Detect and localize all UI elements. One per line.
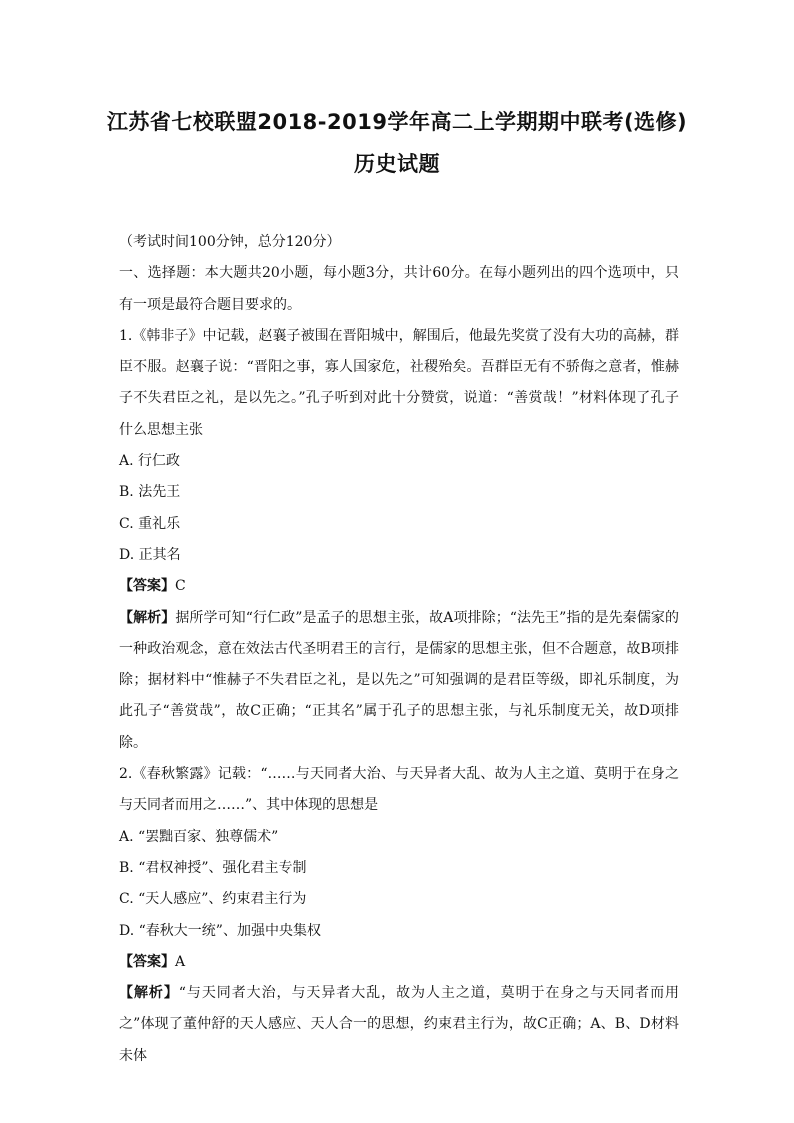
option-a: A. “罢黜百家、独尊儒术” <box>119 828 279 845</box>
analysis-text: “与天同者大治，与天异者大乱，故为人主之道，莫明于在身之与天同者而用之”体现了董仲舒的天人感应、天人合一的思想，约束君主行为，故C正确；A、B、D材料未体 <box>119 985 680 1064</box>
analysis-label: 【解析】 <box>119 985 179 1002</box>
analysis-block <box>119 603 679 759</box>
answer-line <box>119 571 679 602</box>
document-body <box>119 227 679 1072</box>
answer-value: A <box>175 953 186 970</box>
analysis-label: 【解析】 <box>119 609 176 626</box>
option-a: A. 行仁政 <box>119 453 181 470</box>
exam-info: （考试时间100分钟，总分120分） <box>119 234 341 250</box>
document-title: 江苏省七校联盟2018-2019学年高二上学期期中联考(选修) <box>106 110 688 134</box>
answer-value: C <box>175 578 186 595</box>
analysis-block <box>119 978 679 1072</box>
answer-label: 【答案】 <box>119 578 175 595</box>
question-stem: 1.《韩非子》中记载，赵襄子被围在晋阳城中，解围后，他最先奖赏了没有大功的高赫，群臣不服。赵襄子说：“晋阳之事，寡人国家危，社稷殆矣。吾群臣无有不骄侮之意者，惟赫子不失君臣之礼，是以先之。”孔子听到对此十分赞赏，说道：“善赏哉！”材料体现了孔子什么思想主张 <box>119 327 679 438</box>
answer-line <box>119 947 679 978</box>
question-stem: 2.《春秋繁露》记载：“……与天同者大治、与天异者大乱、故为人主之道、莫明于在身之与天同者而用之……”、其中体现的思想是 <box>119 766 679 814</box>
option-b: B. “君权神授”、强化君主专制 <box>119 859 307 876</box>
option-c: C. “天人感应”、约束君主行为 <box>119 891 307 908</box>
answer-label: 【答案】 <box>119 953 175 970</box>
analysis-text: 据所学可知“行仁政”是孟子的思想主张，故A项排除；“法先王”指的是先秦儒家的一种政治观念，意在效法古代圣明君王的言行，是儒家的思想主张，但不合题意，故B项排除；据材料中“惟赫子不失君臣之礼，是以先之”可知强调的是君臣等级，即礼乐制度，为此孔子“善赏哉”，故C正确；“正其名”属于孔子的思想主张，与礼乐制度无关，故D项排除。 <box>119 609 679 751</box>
question-1 <box>119 321 679 759</box>
option-d: D. “春秋大一统”、加强中央集权 <box>119 922 321 939</box>
option-d: D. 正其名 <box>119 546 181 563</box>
section-intro: 一、选择题：本大题共20小题，每小题3分，共计60分。在每小题列出的四个选项中，只有一项是最符合题目要求的。 <box>119 265 679 313</box>
question-2 <box>119 759 679 1072</box>
document-subtitle: 历史试题 <box>354 152 440 176</box>
option-b: B. 法先王 <box>119 484 181 501</box>
option-c: C. 重礼乐 <box>119 515 181 532</box>
